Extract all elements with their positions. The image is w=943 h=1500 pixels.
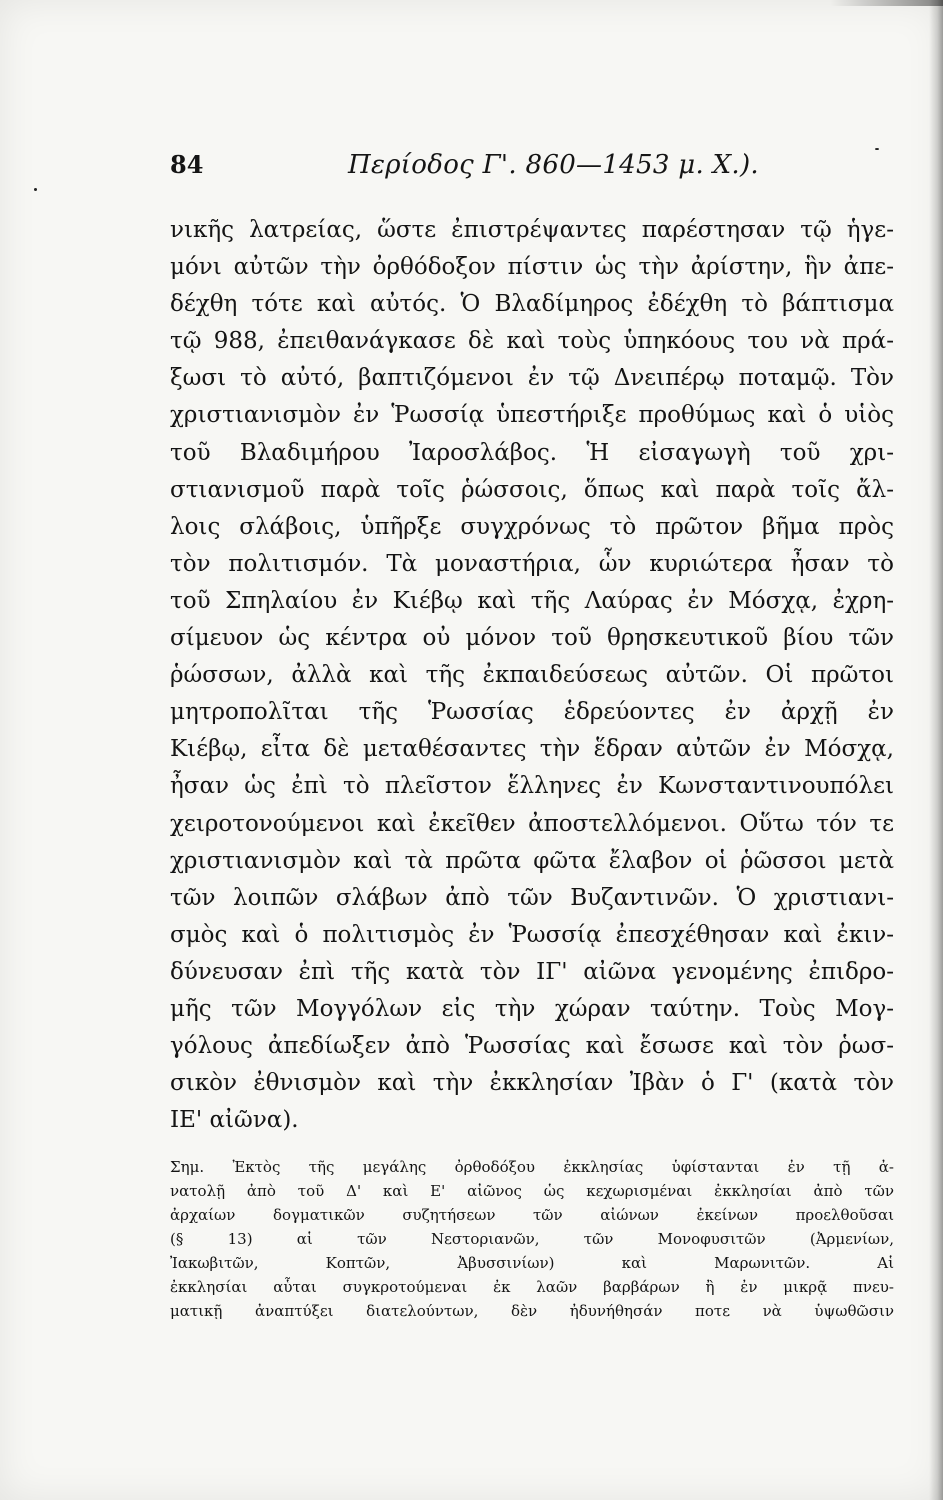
note-line: ἀρχαίων δογματικῶν συζητήσεων τῶν αἰώνων ἐκείνων προελθοῦσαι xyxy=(170,1206,894,1224)
note-line: νατολῇ ἀπὸ τοῦ Δ' καὶ Ε' αἰῶνος ὡς κεχωρισμέναι ἐκκλησίαι ἀπὸ τῶν xyxy=(170,1182,894,1200)
text-line: τὸν πολιτισμόν. Τὰ μοναστήρια, ὧν κυριώτερα ἦσαν τὸ xyxy=(170,550,894,577)
footnote xyxy=(170,1155,894,1323)
text-line: ξωσι τὸ αὐτό, βαπτιζόμενοι ἐν τῷ Δνειπέρῳ ποταμῷ. Τὸν xyxy=(170,365,894,392)
note-line: ἐκκλησίαι αὗται συγκροτούμεναι ἐκ λαῶν βαρβάρων ἢ ἐν μικρᾷ πνευ- xyxy=(170,1278,894,1296)
text-line: τῷ 988, ἐπειθανάγκασε δὲ καὶ τοὺς ὑπηκόους του νὰ πρά- xyxy=(170,328,894,355)
running-head: Περίοδος Γ'. 860—1453 μ. Χ.). xyxy=(348,150,759,180)
page-number: 84 xyxy=(170,150,204,179)
page-header xyxy=(170,150,885,190)
scan-edge-shadow xyxy=(830,0,943,6)
note-line: (§ 13) αἱ τῶν Νεστοριανῶν, τῶν Μονοφυσιτῶν (Ἀρμενίων, xyxy=(170,1230,894,1248)
note-line: ματικῇ ἀναπτύξει διατελούντων, δὲν ἠδυνήθησάν ποτε νὰ ὑψωθῶσιν xyxy=(170,1302,894,1320)
text-line: χριστιανισμὸν καὶ τὰ πρῶτα φῶτα ἔλαβον οἱ ῥῶσσοι μετὰ xyxy=(170,847,894,874)
text-line: χριστιανισμὸν ἐν Ῥωσσίᾳ ὑπεστήριξε προθύμως καὶ ὁ υἱὸς xyxy=(170,402,894,429)
text-line: ἦσαν ὡς ἐπὶ τὸ πλεῖστον ἕλληνες ἐν Κωνσταντινουπόλει xyxy=(170,773,894,800)
text-line: μόνι αὐτῶν τὴν ὀρθόδοξον πίστιν ὡς τὴν ἀρίστην, ἣν ἀπε- xyxy=(170,254,894,281)
main-text xyxy=(170,212,894,1139)
text-line: δέχθη τότε καὶ αὐτός. Ὁ Βλαδίμηρος ἐδέχθη τὸ βάπτισμα xyxy=(170,291,894,318)
text-line: νικῆς λατρείας, ὥστε ἐπιστρέψαντες παρέστησαν τῷ ἡγε- xyxy=(170,217,894,243)
text-line: σίμευον ὡς κέντρα οὐ μόνον τοῦ θρησκευτικοῦ βίου τῶν xyxy=(170,625,894,652)
page-edge-shadow xyxy=(929,0,943,1500)
note-line: Σημ. Ἐκτὸς τῆς μεγάλης ὀρθοδόξου ἐκκλησίας ὑφίστανται ἐν τῇ ἀ- xyxy=(170,1158,894,1176)
text-line: μῆς τῶν Μογγόλων εἰς τὴν χώραν ταύτην. Τοὺς Μογ- xyxy=(170,995,894,1022)
text-line: μητροπολῖται τῆς Ῥωσσίας ἑδρεύοντες ἐν ἀρχῇ ἐν xyxy=(170,699,894,726)
text-line: ΙΕ' αἰῶνα). xyxy=(170,1107,299,1134)
text-line: γόλους ἀπεδίωξεν ἀπὸ Ῥωσσίας καὶ ἔσωσε καὶ τὸν ῥωσ- xyxy=(170,1033,894,1060)
note-line: Ἰακωβιτῶν, Κοπτῶν, Ἀβυσσινίων) καὶ Μαρωνιτῶν. Αἱ xyxy=(170,1254,894,1272)
text-line: τοῦ Βλαδιμήρου Ἰαροσλάβος. Ἡ εἰσαγωγὴ τοῦ χρι- xyxy=(170,439,894,466)
text-line: Κιέβῳ, εἶτα δὲ μεταθέσαντες τὴν ἕδραν αὐτῶν ἐν Μόσχᾳ, xyxy=(170,736,894,763)
print-speck xyxy=(875,148,879,150)
text-line: σικὸν ἐθνισμὸν καὶ τὴν ἐκκλησίαν Ἰβὰν ὁ Γ' (κατὰ τὸν xyxy=(170,1070,894,1097)
text-line: ῥώσσων, ἀλλὰ καὶ τῆς ἐκπαιδεύσεως αὐτῶν. Οἱ πρῶτοι xyxy=(170,662,894,689)
text-line: χειροτονούμενοι καὶ ἐκεῖθεν ἀποστελλόμενοι. Οὕτω τόν τε xyxy=(170,810,894,837)
text-line: σμὸς καὶ ὁ πολιτισμὸς ἐν Ῥωσσίᾳ ἐπεσχέθησαν καὶ ἐκιν- xyxy=(170,921,894,948)
text-line: τῶν λοιπῶν σλάβων ἀπὸ τῶν Βυζαντινῶν. Ὁ χριστιανι- xyxy=(170,884,894,911)
text-line: λοις σλάβοις, ὑπῆρξε συγχρόνως τὸ πρῶτον βῆμα πρὸς xyxy=(170,513,894,540)
text-line: τοῦ Σπηλαίου ἐν Κιέβῳ καὶ τῆς Λαύρας ἐν Μόσχᾳ, ἐχρη- xyxy=(170,587,894,614)
text-line: στιανισμοῦ παρὰ τοῖς ῥώσσοις, ὅπως καὶ παρὰ τοῖς ἄλ- xyxy=(170,476,894,503)
print-speck xyxy=(34,188,37,191)
text-line: δύνευσαν ἐπὶ τῆς κατὰ τὸν ΙΓ' αἰῶνα γενομένης ἐπιδρο- xyxy=(170,958,894,985)
